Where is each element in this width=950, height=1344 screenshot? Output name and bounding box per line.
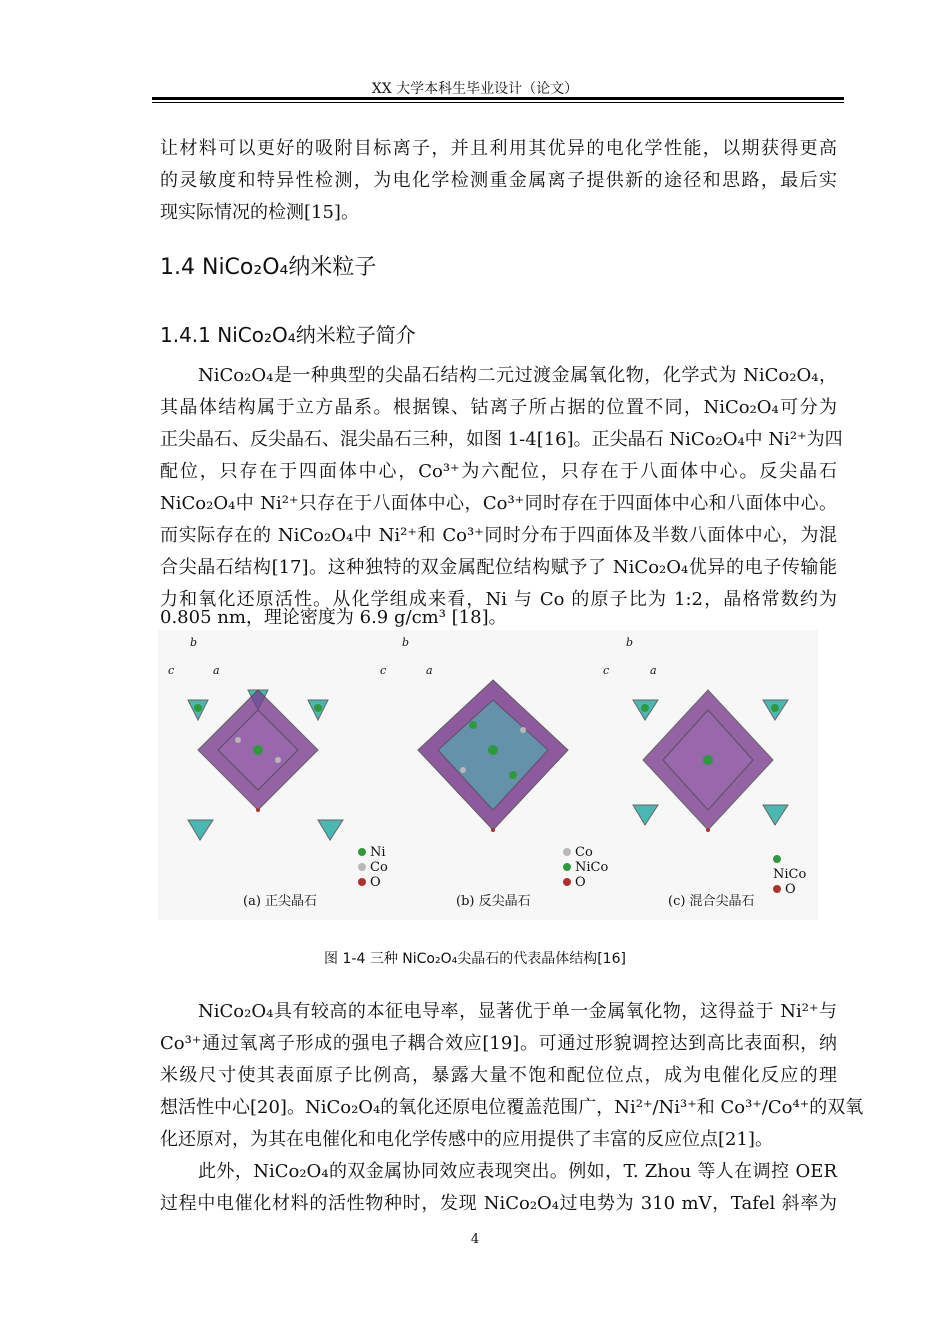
panel-a-label: (a) 正尖晶石	[243, 894, 318, 909]
section-heading: 1.4 NiCo₂O₄纳米粒子	[160, 255, 377, 280]
legend-a-co: Co	[370, 860, 388, 875]
legend-a-ni: Ni	[370, 845, 386, 860]
header-rule-thin	[152, 102, 844, 103]
para2-line-2: Co³⁺通过氧离子形成的强电子耦合效应[19]。可通过形貌调控达到高比表面积，纳	[160, 1033, 837, 1054]
legend-panel-b	[563, 845, 608, 890]
axis-b-label-a: b	[190, 636, 198, 649]
panel-c-structure	[633, 690, 788, 832]
para1-line-9: 0.805 nm，理论密度为 6.9 g/cm³ [18]。	[160, 607, 507, 628]
legend-panel-a	[358, 845, 388, 890]
legend-a-o: O	[370, 875, 381, 890]
crystal-structure-illustration	[158, 630, 818, 920]
panel-c-label: (c) 混合尖晶石	[668, 894, 755, 909]
figure-caption: 图 1-4 三种 NiCo₂O₄尖晶石的代表晶体结构[16]	[324, 951, 626, 967]
para1-line-5: NiCo₂O₄中 Ni²⁺只存在于八面体中心，Co³⁺同时存在于四面体中心和八面体中心。	[160, 493, 837, 514]
intro-line-1: 让材料可以更好的吸附目标离子，并且利用其优异的电化学性能，以期获得更高	[160, 138, 837, 159]
intro-line-2: 的灵敏度和特异性检测，为电化学检测重金属离子提供新的途径和思路，最后实	[160, 170, 837, 191]
axis-c-label-a: c	[168, 664, 175, 677]
para1-line-3: 正尖晶石、反尖晶石、混尖晶石三种，如图 1-4[16]。正尖晶石 NiCo₂O₄中 Ni²⁺为四	[160, 429, 843, 450]
page-number: 4	[470, 1232, 480, 1247]
para1-line-6: 而实际存在的 NiCo₂O₄中 Ni²⁺和 Co³⁺同时分布于四面体及半数八面体中心，为混	[160, 525, 837, 546]
para2-line-4: 想活性中心[20]。NiCo₂O₄的氧化还原电位覆盖范围广，Ni²⁺/Ni³⁺和 Co³⁺/Co⁴⁺的双氧	[160, 1097, 864, 1118]
intro-line-3: 现实际情况的检测[15]。	[160, 202, 359, 223]
para1-line-8: 力和氧化还原活性。从化学组成来看，Ni 与 Co 的原子比为 1:2，晶格常数约为	[160, 589, 837, 610]
para2-line-1: NiCo₂O₄具有较高的本征电导率，显著优于单一金属氧化物，这得益于 Ni²⁺与	[198, 1001, 837, 1022]
legend-b-co: Co	[575, 845, 593, 860]
para2-line-5: 化还原对，为其在电催化和电化学传感中的应用提供了丰富的反应位点[21]。	[160, 1129, 773, 1150]
para3-line-2: 过程中电催化材料的活性物种时，发现 NiCo₂O₄过电势为 310 mV，Tafel 斜率为	[160, 1193, 837, 1214]
legend-panel-c	[773, 852, 818, 897]
subsection-heading: 1.4.1 NiCo₂O₄纳米粒子简介	[160, 323, 416, 347]
para1-line-4: 配位，只存在于四面体中心，Co³⁺为六配位，只存在于八面体中心。反尖晶石	[160, 461, 837, 482]
axis-c-label-c: c	[603, 664, 610, 677]
axis-b-label-c: b	[626, 636, 634, 649]
axis-a-label-c: a	[650, 664, 657, 677]
para1-line-1: NiCo₂O₄是一种典型的尖晶石结构二元过渡金属氧化物，化学式为 NiCo₂O₄，	[198, 365, 837, 386]
panel-a-structure	[188, 690, 343, 840]
legend-c-nico: NiCo	[773, 867, 807, 882]
header-rule-thick	[152, 97, 844, 100]
legend-c-o: O	[785, 882, 796, 897]
crystal-structure-figure	[158, 630, 818, 920]
axis-c-label-b: c	[380, 664, 387, 677]
axis-a-label-a: a	[213, 664, 220, 677]
para3-line-1: 此外，NiCo₂O₄的双金属协同效应表现突出。例如，T. Zhou 等人在调控 OER	[198, 1161, 837, 1182]
axis-b-label-b: b	[402, 636, 410, 649]
para1-line-2: 其晶体结构属于立方晶系。根据镍、钴离子所占据的位置不同，NiCo₂O₄可分为	[160, 397, 837, 418]
para1-line-7: 合尖晶石结构[17]。这种独特的双金属配位结构赋予了 NiCo₂O₄优异的电子传输能	[160, 557, 837, 578]
axis-a-label-b: a	[426, 664, 433, 677]
para2-line-3: 米级尺寸使其表面原子比例高，暴露大量不饱和配位位点，成为电催化反应的理	[160, 1065, 837, 1086]
legend-b-o: O	[575, 875, 586, 890]
panel-b-structure	[418, 680, 568, 832]
panel-b-label: (b) 反尖晶石	[456, 894, 531, 909]
page-header-title: XX 大学本科生毕业设计（论文）	[371, 81, 579, 97]
legend-b-nico: NiCo	[575, 860, 609, 875]
